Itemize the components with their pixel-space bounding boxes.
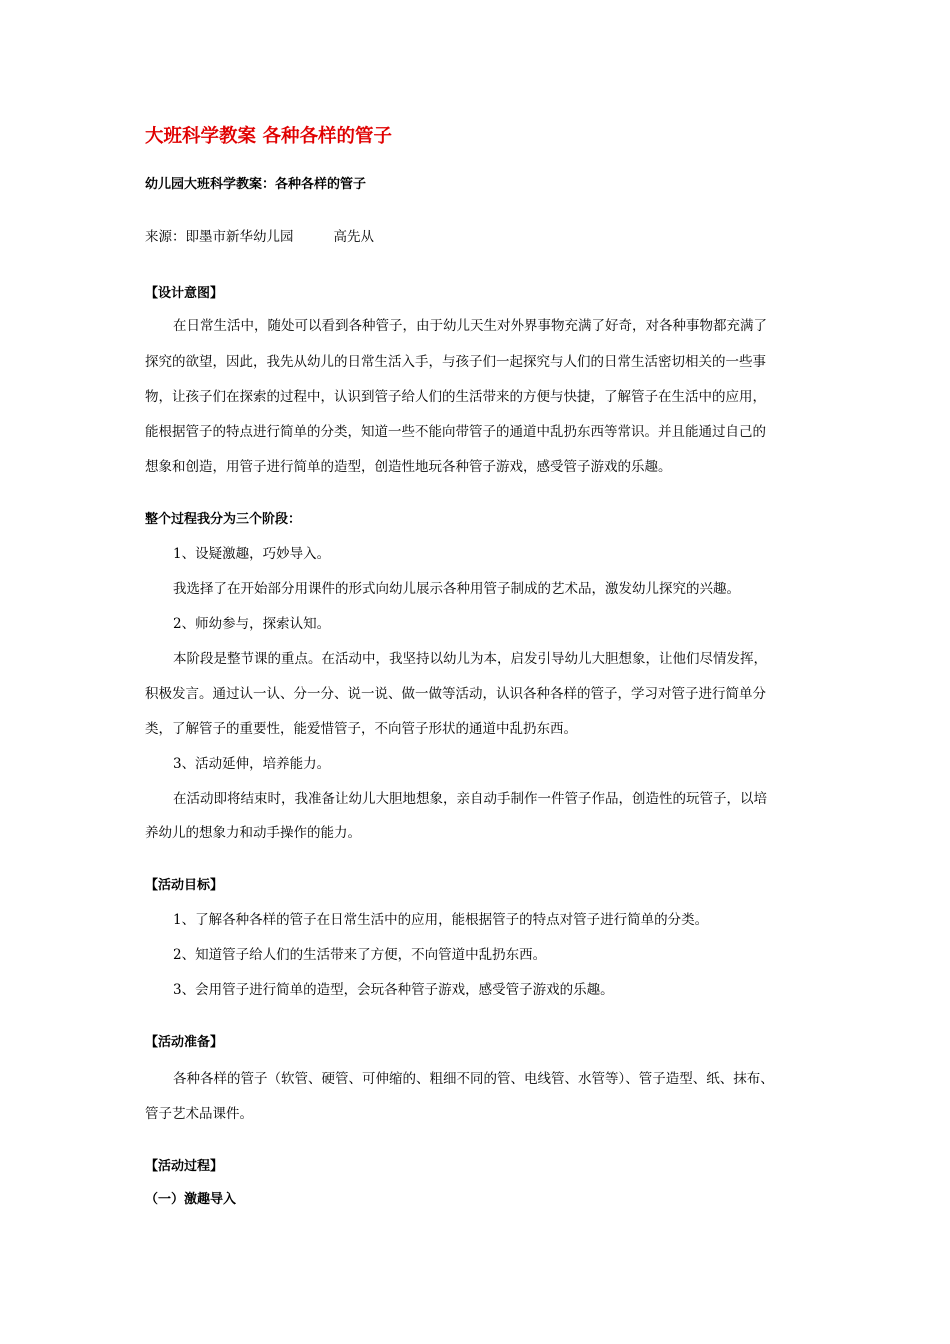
goal-item: 1、了解各种各样的管子在日常生活中的应用，能根据管子的特点对管子进行简单的分类。 bbox=[173, 912, 709, 928]
design-heading: 【设计意图】 bbox=[145, 286, 224, 301]
design-line: 能根据管子的特点进行简单的分类，知道一些不能向带管子的通道中乱扔东西等常识。并且能通过自己的 bbox=[145, 424, 766, 440]
stages-heading: 整个过程我分为三个阶段： bbox=[145, 512, 302, 527]
source-label: 来源：即墨市新华幼儿园 bbox=[145, 229, 294, 245]
stage2-title: 2、师幼参与，探索认知。 bbox=[173, 616, 331, 632]
stage3-line: 在活动即将结束时，我准备让幼儿大胆地想象，亲自动手制作一件管子作品，创造性的玩管子，以培 bbox=[173, 791, 767, 807]
prep-line: 管子艺术品课件。 bbox=[145, 1106, 253, 1122]
design-line: 在日常生活中，随处可以看到各种管子，由于幼儿天生对外界事物充满了好奇，对各种事物都充满了 bbox=[173, 318, 767, 334]
document-title: 大班科学教案 各种各样的管子 bbox=[145, 126, 392, 147]
goal-item: 3、会用管子进行简单的造型，会玩各种管子游戏，感受管子游戏的乐趣。 bbox=[173, 982, 614, 998]
prep-heading: 【活动准备】 bbox=[145, 1035, 224, 1050]
stage2-line: 积极发言。通过认一认、分一分、说一说、做一做等活动，认识各种各样的管子，学习对管子进行简单分 bbox=[145, 686, 766, 702]
design-line: 想象和创造，用管子进行简单的造型，创造性地玩各种管子游戏，感受管子游戏的乐趣。 bbox=[145, 459, 672, 475]
goals-heading: 【活动目标】 bbox=[145, 878, 224, 893]
process-heading: 【活动过程】 bbox=[145, 1159, 224, 1174]
goal-item: 2、知道管子给人们的生活带来了方便，不向管道中乱扔东西。 bbox=[173, 947, 547, 963]
source-line bbox=[145, 227, 374, 247]
stage1-title: 1、设疑激趣，巧妙导入。 bbox=[173, 546, 331, 562]
design-line: 探究的欲望，因此，我先从幼儿的日常生活入手，与孩子们一起探究与人们的日常生活密切相关的一些事 bbox=[145, 354, 766, 370]
prep-line: 各种各样的管子（软管、硬管、可伸缩的、粗细不同的管、电线管、水管等）、管子造型、纸、抹布、 bbox=[173, 1071, 774, 1087]
document-subtitle: 幼儿园大班科学教案：各种各样的管子 bbox=[145, 177, 367, 192]
stage3-title: 3、活动延伸，培养能力。 bbox=[173, 756, 331, 772]
design-line: 物，让孩子们在探索的过程中，认识到管子给人们的生活带来的方便与快捷，了解管子在生活中的应用， bbox=[145, 389, 766, 405]
stage2-line: 类，了解管子的重要性，能爱惜管子，不向管子形状的通道中乱扔东西。 bbox=[145, 721, 577, 737]
process-subheading: （一）激趣导入 bbox=[145, 1192, 237, 1207]
source-author: 高先从 bbox=[333, 229, 374, 245]
stage2-line: 本阶段是整节课的重点。在活动中，我坚持以幼儿为本，启发引导幼儿大胆想象，让他们尽情发挥， bbox=[173, 651, 767, 667]
stage3-line: 养幼儿的想象力和动手操作的能力。 bbox=[145, 825, 361, 841]
stage1-text: 我选择了在开始部分用课件的形式向幼儿展示各种用管子制成的艺术品，激发幼儿探究的兴趣。 bbox=[173, 581, 740, 597]
